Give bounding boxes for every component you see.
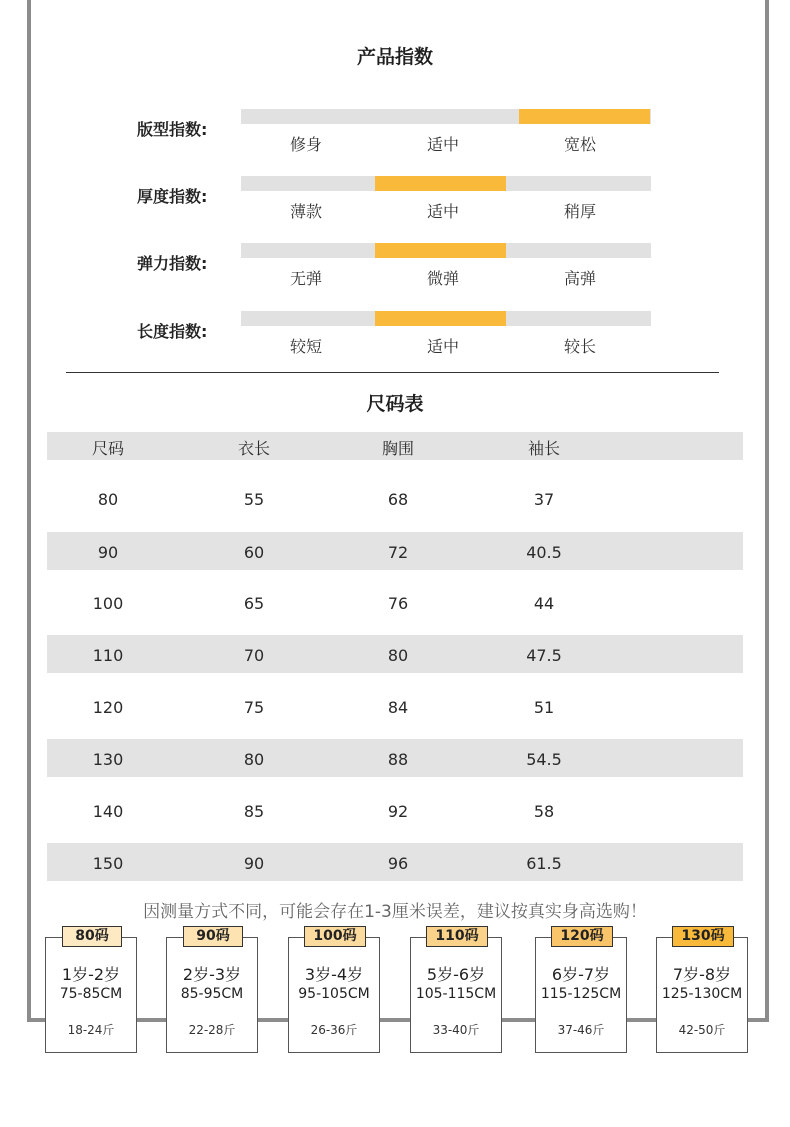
table-row — [47, 532, 743, 570]
table-cell: 92 — [387, 802, 409, 821]
size-card-age: 5岁-6岁 — [426, 965, 486, 984]
index-option: 较短 — [289, 337, 322, 356]
table-cell: 55 — [243, 490, 265, 509]
size-card-age: 7岁-8岁 — [672, 965, 732, 984]
table-row — [47, 583, 743, 621]
size-card-weight: 42-50斤 — [678, 1023, 726, 1037]
index-option: 无弹 — [289, 269, 322, 288]
size-card-height: 75-85CM — [59, 986, 123, 1002]
size-card-height: 125-130CM — [661, 986, 743, 1002]
table-cell: 120 — [92, 698, 124, 717]
table-cell: 85 — [243, 802, 265, 821]
table-cell: 40.5 — [526, 543, 562, 562]
table-cell: 54.5 — [526, 750, 562, 769]
table-row — [47, 635, 743, 673]
size-card — [45, 937, 137, 1053]
table-cell: 44 — [533, 594, 555, 613]
index-track — [241, 109, 651, 124]
table-cell: 75 — [243, 698, 265, 717]
size-card-weight: 37-46斤 — [557, 1023, 605, 1037]
table-cell: 60 — [243, 543, 265, 562]
index-highlight — [375, 311, 506, 326]
index-label: 版型指数: — [137, 120, 208, 139]
index-label: 长度指数: — [137, 322, 208, 341]
table-cell: 58 — [533, 802, 555, 821]
index-option: 微弹 — [426, 269, 459, 288]
table-row — [47, 739, 743, 777]
table-cell: 65 — [243, 594, 265, 613]
size-card-tag: 130码 — [672, 926, 734, 947]
table-cell: 100 — [92, 594, 124, 613]
table-cell: 110 — [92, 646, 124, 665]
table-cell: 51 — [533, 698, 555, 717]
size-card — [656, 937, 748, 1053]
size-card-weight: 33-40斤 — [432, 1023, 480, 1037]
table-cell: 80 — [97, 490, 119, 509]
measurement-note: 因测量方式不同，可能会存在1-3厘米误差，建议按真实身高选购！ — [143, 902, 647, 922]
index-option: 适中 — [426, 202, 459, 221]
index-track — [241, 311, 651, 326]
table-cell: 84 — [387, 698, 409, 717]
table-cell: 68 — [387, 490, 409, 509]
table-cell: 130 — [92, 750, 124, 769]
table-cell: 150 — [92, 854, 124, 873]
table-header-cell: 衣长 — [237, 439, 270, 458]
index-title: 产品指数 — [356, 46, 433, 68]
table-cell: 76 — [387, 594, 409, 613]
table-header-row — [47, 432, 743, 460]
index-option: 稍厚 — [563, 202, 596, 221]
table-cell: 37 — [533, 490, 555, 509]
size-card-tag: 80码 — [62, 926, 122, 947]
size-card-tag: 120码 — [551, 926, 613, 947]
table-row — [47, 843, 743, 881]
size-card — [410, 937, 502, 1053]
index-option: 适中 — [426, 135, 459, 154]
index-track — [241, 243, 651, 258]
index-option: 薄款 — [289, 202, 322, 221]
table-cell: 140 — [92, 802, 124, 821]
index-label: 弹力指数: — [137, 254, 208, 273]
size-card-tag: 90码 — [183, 926, 243, 947]
table-cell: 80 — [243, 750, 265, 769]
index-highlight — [375, 243, 506, 258]
size-card-weight: 18-24斤 — [67, 1023, 115, 1037]
index-highlight — [375, 176, 506, 191]
size-card-age: 1岁-2岁 — [61, 965, 121, 984]
size-card-height: 95-105CM — [298, 986, 370, 1002]
size-card — [166, 937, 258, 1053]
index-option: 较长 — [563, 337, 596, 356]
size-card — [288, 937, 380, 1053]
table-header-cell: 尺码 — [91, 439, 124, 458]
index-highlight — [519, 109, 650, 124]
table-cell: 70 — [243, 646, 265, 665]
size-card-height: 115-125CM — [540, 986, 622, 1002]
table-cell: 80 — [387, 646, 409, 665]
table-cell: 96 — [387, 854, 409, 873]
size-card — [535, 937, 627, 1053]
size-card-weight: 26-36斤 — [310, 1023, 358, 1037]
table-cell: 90 — [243, 854, 265, 873]
size-card-weight: 22-28斤 — [188, 1023, 236, 1037]
index-option: 高弹 — [563, 269, 596, 288]
table-row — [47, 479, 743, 517]
table-row — [47, 687, 743, 725]
index-option: 宽松 — [563, 135, 596, 154]
table-cell: 61.5 — [526, 854, 562, 873]
table-header-cell: 袖长 — [527, 439, 560, 458]
index-label: 厚度指数: — [137, 187, 208, 206]
size-card-height: 105-115CM — [415, 986, 497, 1002]
table-header-cell: 胸围 — [381, 439, 414, 458]
table-cell: 88 — [387, 750, 409, 769]
table-cell: 47.5 — [526, 646, 562, 665]
size-card-age: 3岁-4岁 — [304, 965, 364, 984]
size-table-title: 尺码表 — [366, 393, 424, 415]
section-divider — [66, 372, 719, 373]
size-card-age: 2岁-3岁 — [182, 965, 242, 984]
table-cell: 90 — [97, 543, 119, 562]
index-option: 修身 — [289, 135, 322, 154]
table-row — [47, 791, 743, 829]
size-card-tag: 110码 — [426, 926, 488, 947]
size-card-age: 6岁-7岁 — [551, 965, 611, 984]
index-option: 适中 — [426, 337, 459, 356]
table-cell: 72 — [387, 543, 409, 562]
size-card-height: 85-95CM — [180, 986, 244, 1002]
index-track — [241, 176, 651, 191]
size-card-tag: 100码 — [304, 926, 366, 947]
